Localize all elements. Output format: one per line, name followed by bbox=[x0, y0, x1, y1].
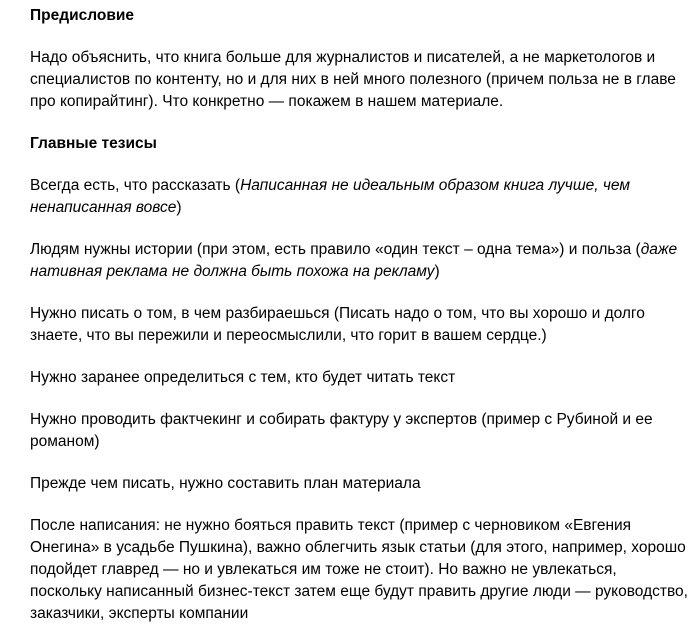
thesis-1 bbox=[30, 175, 690, 219]
thesis-4: Нужно заранее определиться с тем, кто будет читать текст bbox=[30, 369, 456, 386]
thesis-1-close: ) bbox=[176, 199, 182, 216]
theses-heading: Главные тезисы bbox=[30, 135, 157, 152]
thesis-1-text: Всегда есть, что рассказать ( bbox=[30, 177, 241, 194]
thesis-1-italic: Написанная не идеальным образом книга лучше, чем ненаписанная вовсе bbox=[30, 177, 631, 216]
thesis-3: Нужно писать о том, в чем разбираешься (Писать надо о том, что вы хорошо и долго знаете, что вы пережили и переосмыслили, что горит в вашем сердце.) bbox=[30, 305, 645, 344]
thesis-7: После написания: не нужно бояться править текст (пример с черновиком «Евгения Онегина» в усадьбе Пушкина), важно облегчить язык статьи (для этого, например, хорошо подойдет главред — но и увлекаться им тоже не стоит). Но важно не увлекаться, поскольку написанный бизнес-текст затем еще будут править другие люди — руководство, заказчики, эксперты компании bbox=[30, 517, 688, 622]
thesis-6: Прежде чем писать, нужно составить план материала bbox=[30, 475, 421, 492]
intro-heading: Предисловие bbox=[30, 7, 135, 24]
thesis-2 bbox=[30, 239, 690, 283]
thesis-2-italic: даже нативная реклама не должна быть похожа на рекламу bbox=[30, 241, 678, 280]
thesis-2-close: ) bbox=[434, 263, 440, 280]
thesis-2-text: Людям нужны истории (при этом, есть правило «один текст – одна тема») и польза ( bbox=[30, 241, 641, 258]
thesis-5: Нужно проводить фактчекинг и собирать фактуру у экспертов (пример с Рубиной и ее романом) bbox=[30, 411, 653, 450]
intro-paragraph: Надо объяснить, что книга больше для журналистов и писателей, а не маркетологов и специалистов по контенту, но и для них в ней много полезного (причем польза не в главе про копирайтинг). Что конкретно — покажем в нашем материале. bbox=[30, 49, 676, 110]
